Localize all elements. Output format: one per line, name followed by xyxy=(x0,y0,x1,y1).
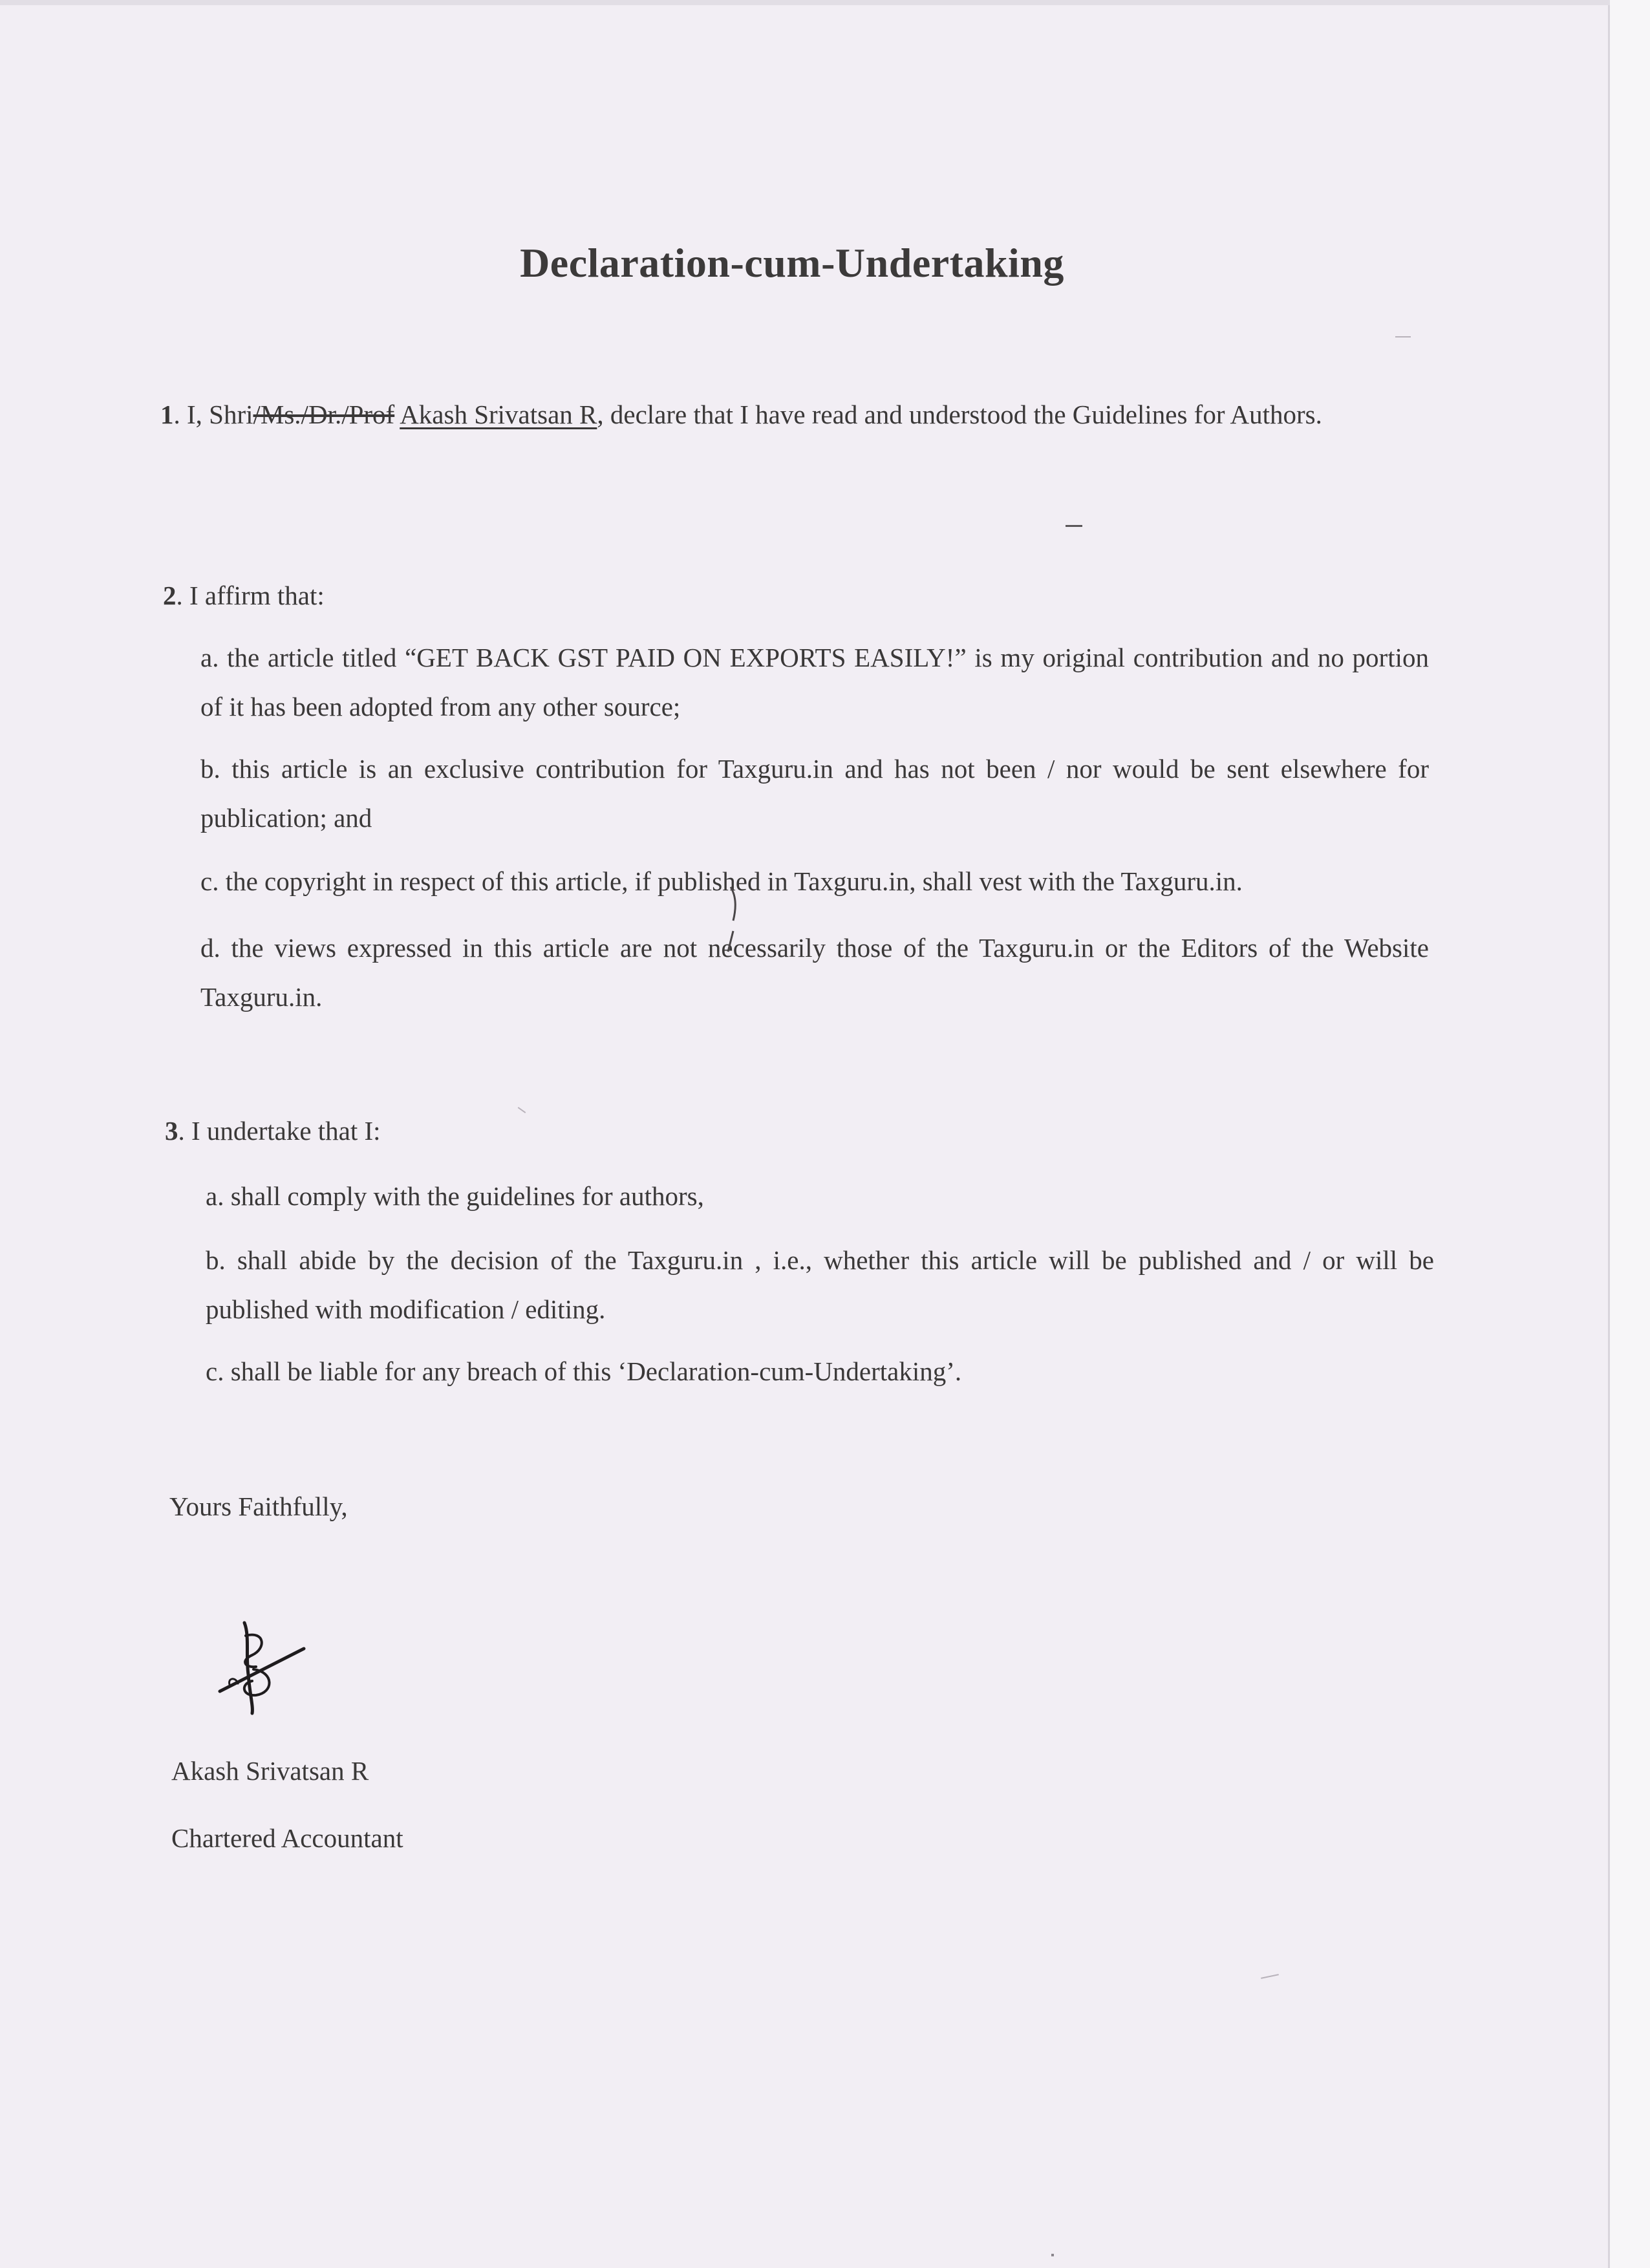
paragraph-2-number: 2 xyxy=(163,581,177,610)
undertaking-item-b: b. shall abide by the decision of the Taxguru.in , i.e., whether this article will be published and / or will be published with modification / editing. xyxy=(206,1245,1434,1324)
closing-salutation: Yours Faithfully, xyxy=(169,1492,348,1521)
author-name: Akash Srivatsan R xyxy=(400,400,597,429)
affirmation-item-c: c. the copyright in respect of this article, if published in Taxguru.in, shall vest with the Taxguru.in. xyxy=(200,866,1243,896)
pen-stroke-mark xyxy=(723,884,742,956)
paragraph-2-heading-text: . I affirm that: xyxy=(176,581,325,610)
paragraph-3-number: 3 xyxy=(165,1116,178,1146)
paragraph-1-rest: , declare that I have read and understood the Guidelines for Authors. xyxy=(597,400,1322,429)
scanner-margin xyxy=(1610,0,1650,2268)
undertaking-item-c: c. shall be liable for any breach of this ‘Declaration-cum-Undertaking’. xyxy=(206,1356,962,1386)
affirmation-item-d: d. the views expressed in this article are not necessarily those of the Taxguru.in or the Editors of the Website Taxguru.in. xyxy=(200,933,1429,1012)
scan-speck xyxy=(518,1107,526,1113)
undertaking-item-a: a. shall comply with the guidelines for authors, xyxy=(206,1181,704,1211)
signer-title: Chartered Accountant xyxy=(171,1823,403,1853)
document-title: Declaration-cum-Undertaking xyxy=(520,240,1064,286)
stray-dash-mark xyxy=(1066,525,1082,527)
struck-honorifics: /Ms./Dr./Prof xyxy=(253,400,395,429)
paragraph-3-heading-text: . I undertake that I: xyxy=(178,1116,381,1146)
paragraph-1-lead: . I, Shri xyxy=(173,400,253,429)
affirmation-item-a: a. the article titled “GET BACK GST PAID ON EXPORTS EASILY!” is my original contribution and no portion of it has been adopted from any other source; xyxy=(200,643,1429,722)
paragraph-3-heading xyxy=(165,1106,381,1156)
scan-speck xyxy=(1261,1974,1279,1979)
paragraph-2-heading xyxy=(163,570,325,621)
affirmation-item-b: b. this article is an exclusive contribution for Taxguru.in and has not been / nor would be sent elsewhere for publication; and xyxy=(200,754,1429,833)
signer-name: Akash Srivatsan R xyxy=(171,1756,369,1786)
scan-speck xyxy=(1051,2254,1054,2256)
handwritten-signature xyxy=(207,1616,323,1733)
paragraph-1 xyxy=(160,389,1429,440)
paragraph-1-number: 1 xyxy=(160,400,174,429)
page-top-edge xyxy=(0,0,1610,5)
scan-speck xyxy=(1395,336,1411,337)
